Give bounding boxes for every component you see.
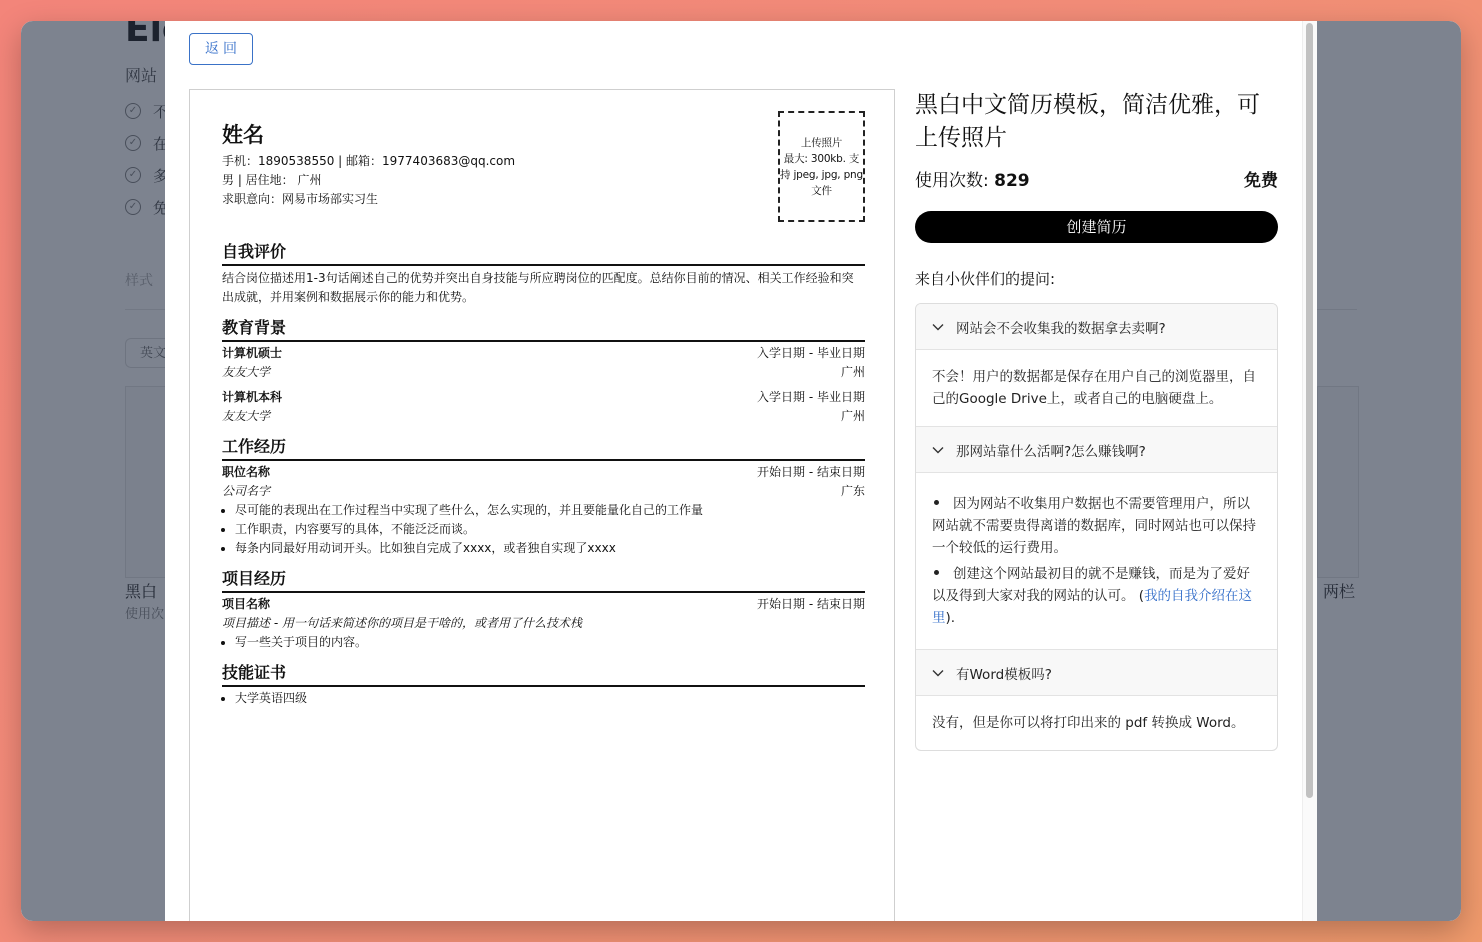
faq-answer-text: ). <box>945 610 956 626</box>
list-item: • 尽可能的表现出在工作过程当中实现了些什么，怎么实现的，并且要能量化自己的工作量 <box>235 501 865 520</box>
faq-accordion <box>915 303 1278 751</box>
resume-name: 姓名 <box>222 123 264 147</box>
create-resume-button[interactable]: 创建简历 <box>915 211 1278 243</box>
faq-question-text: 有Word模板吗? <box>956 666 1052 683</box>
dates: 开始日期 - 结束日期 <box>757 465 865 479</box>
education-item <box>222 344 865 382</box>
school: 友友大学 <box>222 409 271 423</box>
resume-gender-location: 男 | 居住地： 广州 <box>222 173 322 187</box>
photo-upload-box[interactable] <box>778 111 865 222</box>
degree: 计算机硕士 <box>222 346 283 360</box>
faq-answer <box>916 473 1277 650</box>
faq-answer-text: 创建这个网站最初目的就不是赚钱，而是为了爱好以及得到大家对我的网站的认可。 ( <box>932 566 1250 604</box>
company: 公司名字 <box>222 484 271 498</box>
faq-question-text: 网站会不会收集我的数据拿去卖啊? <box>956 320 1166 337</box>
faq-question[interactable] <box>916 427 1277 473</box>
project-desc: 项目描述 - 用一句话来简述你的项目是干啥的，或者用了什么技术栈 <box>222 616 582 630</box>
self-eval-text: 结合岗位描述用1-3句话阐述自己的优势并突出自身技能与所应聘岗位的匹配度。总结你目前的情况、相关工作经验和突出成就，并用案例和数据展示你的能力和优势。 <box>222 271 854 304</box>
section-title-education: 教育背景 <box>222 318 865 342</box>
template-title: 黑白中文简历模板，简洁优雅，可上传照片 <box>915 92 1260 151</box>
faq-answer-text: 因为网站不收集用户数据也不需要管理用户，所以网站就不需要贵得离谱的数据库，同时网站也可以保持一个较低的运行费用。 <box>932 496 1256 556</box>
list-item: • 每条内同最好用动词开头。比如独自完成了xxxx，或者独自实现了xxxx <box>235 539 865 558</box>
city: 广州 <box>840 365 865 379</box>
about-me-link[interactable]: 我的自我介绍在这里 <box>932 588 1253 626</box>
list-item: • 大学英语四级 <box>235 689 865 708</box>
position: 职位名称 <box>222 465 271 479</box>
photo-upload-hint: 持 jpeg, jpg, png <box>780 169 863 181</box>
price-badge: 免费 <box>1244 171 1278 191</box>
usage-stat <box>915 169 1030 193</box>
faq-answer: 没有，但是你可以将打印出来的 pdf 转换成 Word。 <box>932 715 1245 731</box>
resume-objective: 求职意向：网易市场部实习生 <box>222 192 379 206</box>
resume-document <box>222 122 865 708</box>
usage-label: 使用次数: <box>915 171 995 191</box>
chevron-down-icon <box>932 669 944 677</box>
education-item <box>222 388 865 426</box>
chevron-down-icon <box>932 446 944 454</box>
school: 友友大学 <box>222 365 271 379</box>
back-button[interactable]: 返回 <box>189 33 253 65</box>
dates: 入学日期 - 毕业日期 <box>757 390 865 404</box>
resume-preview <box>189 89 895 921</box>
faq-heading: 来自小伙伴们的提问: <box>915 270 1056 288</box>
template-modal <box>165 21 1317 921</box>
resume-contact: 手机：1890538550 | 邮箱：1977403683@qq.com <box>222 154 516 168</box>
faq-question[interactable] <box>916 650 1277 696</box>
scrollbar-thumb[interactable] <box>1306 23 1313 798</box>
section-title-project: 项目经历 <box>222 569 865 593</box>
faq-question-text: 那网站靠什么活啊?怎么赚钱啊? <box>956 443 1146 460</box>
usage-count: 829 <box>994 171 1030 191</box>
section-title-self-eval: 自我评价 <box>222 242 865 266</box>
chevron-down-icon <box>932 323 944 331</box>
list-item <box>932 493 1261 559</box>
modal-scrollbar[interactable] <box>1302 21 1317 921</box>
browser-window <box>21 21 1461 921</box>
usage-row <box>915 169 1278 193</box>
photo-upload-label: 上传照片 <box>800 137 843 149</box>
bullet-dot <box>934 570 939 575</box>
photo-upload-hint: 文件 <box>811 185 832 197</box>
city: 广州 <box>840 409 865 423</box>
section-title-work: 工作经历 <box>222 437 865 461</box>
faq-question[interactable] <box>916 304 1277 350</box>
section-title-skills: 技能证书 <box>222 663 865 687</box>
city: 广东 <box>840 484 865 498</box>
list-item: • 写一些关于项目的内容。 <box>235 633 865 652</box>
list-item: • 工作职责，内容要写的具体，不能泛泛而谈。 <box>235 520 865 539</box>
list-item <box>932 563 1261 629</box>
faq-answer: 不会！用户的数据都是保存在用户自己的浏览器里，自己的Google Drive上，或者自己的电脑硬盘上。 <box>916 350 1277 427</box>
bullet-dot <box>934 500 939 505</box>
degree: 计算机本科 <box>222 390 283 404</box>
project-name: 项目名称 <box>222 597 271 611</box>
dates: 开始日期 - 结束日期 <box>757 597 865 611</box>
dates: 入学日期 - 毕业日期 <box>757 346 865 360</box>
template-info-panel <box>915 89 1278 751</box>
photo-upload-hint: 最大: 300kb. 支 <box>783 153 860 165</box>
